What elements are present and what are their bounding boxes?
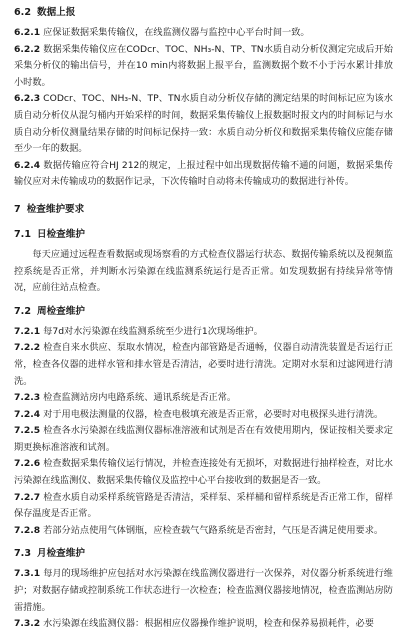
clause-6-2-4 — [14, 158, 393, 191]
section-number: 6.2 — [14, 7, 31, 18]
clause-7-2-6 — [14, 456, 393, 489]
section-heading-7-1 — [14, 228, 393, 241]
clause-text: 检查数据采集传输仪运行情况，并检查连接处有无损坏，对数据进行抽样检查，对比水污染源在线监测仪、数据采集传输仪及监控中心平台接收到的数据是否一致。 — [14, 458, 393, 487]
section-number: 7.2 — [14, 305, 31, 317]
clause-7-2-3 — [14, 390, 393, 407]
section-title: 周检查维护 — [37, 305, 85, 317]
clause-7-3-1 — [14, 566, 393, 616]
clause-6-2-3 — [14, 91, 393, 157]
clause-text: 每7d对水污染源在线监测系统至少进行1次现场维护。 — [43, 325, 263, 337]
section-number: 7.1 — [14, 228, 31, 240]
clause-7-3-2 — [14, 616, 393, 633]
clause-text: 数据采集传输仪应在CODcr、TOC、NH₃-N、TP、TN水质自动分析仪测定完成后开始采集分析仪的输出信号，并在10 min内将数据上报平台，监测数据个数不小于污水累计排放小时数。 — [14, 43, 393, 88]
clause-number: 6.2.3 — [14, 93, 41, 105]
clause-text: 检查监测站房内电路系统、通讯系统是否正常。 — [43, 392, 237, 404]
clause-number: 7.2.4 — [14, 408, 41, 420]
clause-7-2-4 — [14, 407, 393, 424]
clause-text: 检查自来水供应、泵取水情况，检查内部管路是否通畅，仪器自动清洗装置是否运行正常，检查各仪器的进样水管和排水管是否清洁，必要时进行清洗。定期对水泵和过滤网进行清洗。 — [14, 342, 393, 387]
clause-number: 7.3.2 — [14, 618, 41, 630]
clause-text: 检查各水污染源在线监测仪器标准溶液和试剂是否在有效使用期内，保证按相关要求定期更换标准溶液和试剂。 — [14, 425, 393, 453]
clause-number: 6.2.1 — [14, 27, 41, 38]
clause-text: 数据传输应符合HJ 212的规定，上报过程中如出现数据传输不通的问题，数据采集传输仪应对未传输成功的数据作记录，下次传输时自动将未传输成功的数据进行补传。 — [14, 159, 393, 188]
clause-text: 应保证数据采集传输仪，在线监测仪器与监控中心平台时间一致。 — [43, 27, 310, 38]
clause-6-2-2 — [14, 42, 393, 92]
clause-7-2-2 — [14, 340, 393, 390]
clause-text: CODcr、TOC、NH₃-N、TP、TN水质自动分析仪存储的测定结果的时间标记应为该水质自动分析仪从混匀桶内开始采样的时间，数据采集传输仪上报数据时报文内的时间标记与水质自动分析仪测量结果存储的时间标记保持一致：水质自动分析仪和数据采集传输仪应能存储至少一年的数据。 — [14, 93, 393, 155]
section-title: 日检查维护 — [37, 228, 85, 240]
clause-number: 7.2.3 — [14, 392, 41, 404]
clause-7-2-7 — [14, 490, 393, 523]
clause-text: 每月的现场维护应包括对水污染源在线监测仪器进行一次保养，对仪器分析系统进行维护；对数据存储或控制系统工作状态进行一次检查；检查监测仪器接地情况，检查监测站房防雷措施。 — [14, 568, 393, 613]
clause-number: 7.2.2 — [14, 342, 41, 354]
clause-number: 6.2.2 — [14, 43, 41, 55]
section-title: 数据上报 — [37, 7, 76, 18]
clause-text: 若部分站点使用气体钢瓶，应检查载气气路系统是否密封，气压是否满足使用要求。 — [43, 524, 384, 536]
clause-number: 7.3.1 — [14, 568, 41, 580]
clause-number: 7.2.6 — [14, 458, 41, 470]
clause-text: 检查水质自动采样系统管路是否清洁，采样泵、采样桶和留样系统是否正常工作，留样保存温度是否正常。 — [14, 491, 393, 520]
section-number: 7.3 — [14, 548, 31, 560]
clause-number: 7.2.5 — [14, 425, 41, 437]
clause-text: 对于用电极法测量的仪器，检查电极填充液是否正常，必要时对电极探头进行清洗。 — [43, 408, 384, 420]
section-body-7-1: 每天应通过远程查看数据或现场察看的方式检查仪器运行状态、数据传输系统以及视频监控系统是否正常，并判断水污染源在线监测系统运行是否正常。如发现数据有持续异常等情况，应前往站点检查。 — [14, 248, 393, 294]
section-heading-7-3 — [14, 547, 393, 560]
clause-number: 7.2.1 — [14, 325, 41, 337]
clause-number: 7.2.8 — [14, 524, 41, 536]
clause-7-2-8 — [14, 523, 393, 540]
clause-7-2-5 — [14, 423, 393, 456]
section-title: 月检查维护 — [37, 548, 85, 560]
clause-text: 水污染源在线监测仪器：根据相应仪器操作维护说明，检查和保养易损耗件，必要 — [43, 618, 374, 630]
section-title: 检查维护要求 — [26, 203, 85, 215]
section-heading-7-2 — [14, 305, 393, 318]
section-heading-6-2 — [14, 6, 393, 19]
clause-7-2-1 — [14, 324, 393, 341]
section-number: 7 — [14, 203, 21, 215]
clause-number: 7.2.7 — [14, 491, 41, 503]
section-heading-7 — [14, 203, 393, 216]
clause-6-2-1 — [14, 25, 393, 42]
clause-number: 6.2.4 — [14, 159, 41, 171]
